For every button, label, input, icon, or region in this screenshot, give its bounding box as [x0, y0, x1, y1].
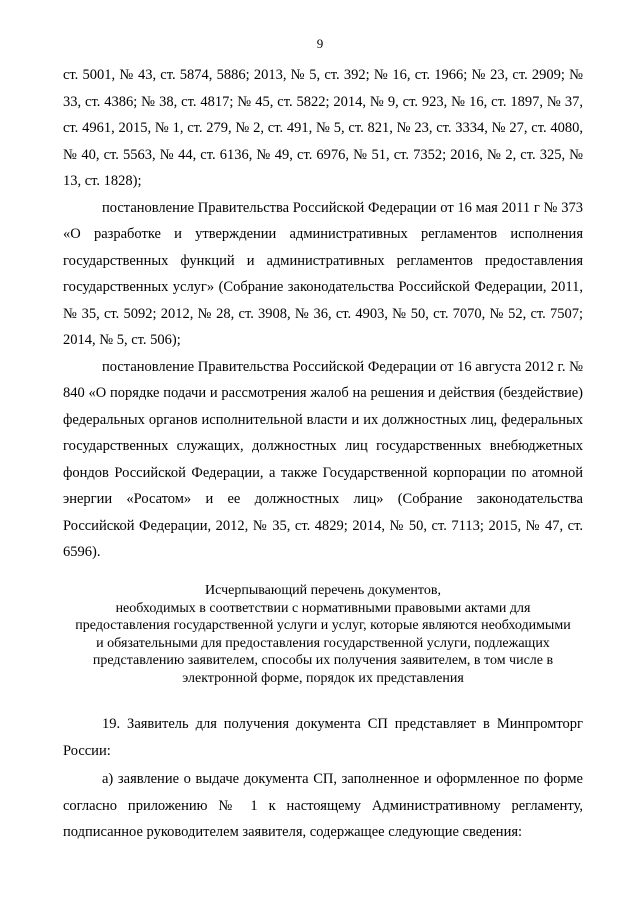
- paragraph: постановление Правительства Российской Федерации от 16 августа 2012 г. № 840 «О порядке подачи и рассмотрения жалоб на решения и действия (бездействие) федеральных органов исполнительной власти и их должностных лиц, федеральных государственных служащих, должностных лиц государственных внебюджетных фондов Российской Федерации, а также Государственной корпорации по атомной энергии «Росатом» и ее должностных лиц» (Собрание законодательства Российской Федерации, 2012, № 35, ст. 4829; 2014, № 50, ст. 7113; 2015, № 47, ст. 6596).: [63, 358, 583, 560]
- heading-line: предоставления государственной услуги и услуг, которые являются необходимыми: [75, 618, 571, 633]
- heading-line: электронной форме, порядок их представления: [182, 670, 464, 686]
- heading-line: необходимых в соответствии с нормативными правовыми актами для: [115, 600, 531, 616]
- heading-line: представлению заявителем, способы их получения заявителем, в том числе в: [92, 653, 554, 668]
- document-body-continued: [63, 711, 583, 846]
- section-heading: [63, 582, 583, 687]
- document-body: [63, 62, 583, 566]
- heading-line: Исчерпывающий перечень документов,: [205, 583, 441, 598]
- paragraph: 19. Заявитель для получения документа СП представляет в Минпромторг России:: [63, 716, 583, 759]
- page-number: 9: [316, 36, 324, 51]
- heading-line: и обязательными для предоставления государственной услуги, подлежащих: [96, 635, 550, 651]
- paragraph: постановление Правительства Российской Федерации от 16 мая 2011 г № 373 «О разработке и утверждении административных регламентов исполнения государственных функций и административных регламентов предоставления государственных услуг» (Собрание законодательства Российской Федерации, 2011, № 35, ст. 5092; 2012, № 28, ст. 3908, № 36, ст. 4903, № 50, ст. 7070, № 52, ст. 7507; 2014, № 5, ст. 506);: [63, 199, 583, 348]
- paragraph: а) заявление о выдаче документа СП, заполненное и оформленное по форме согласно приложению № 1 к настоящему Административному регламенту, подписанное руководителем заявителя, содержащее следующие сведения:: [63, 771, 583, 840]
- paragraph: ст. 5001, № 43, ст. 5874, 5886; 2013, № 5, ст. 392; № 16, ст. 1966; № 23, ст. 2909; № 33, ст. 4386; № 38, ст. 4817; № 45, ст. 5822; 2014, № 9, ст. 923, № 16, ст. 1897, № 37, ст. 4961, 2015, № 1, ст. 279, № 2, ст. 491, № 5, ст. 821, № 23, ст. 3334, № 27, ст. 4080, № 40, ст. 5563, № 44, ст. 6136, № 49, ст. 6976, № 51, ст. 7352; 2016, № 2, ст. 325, № 13, ст. 1828);: [63, 67, 583, 189]
